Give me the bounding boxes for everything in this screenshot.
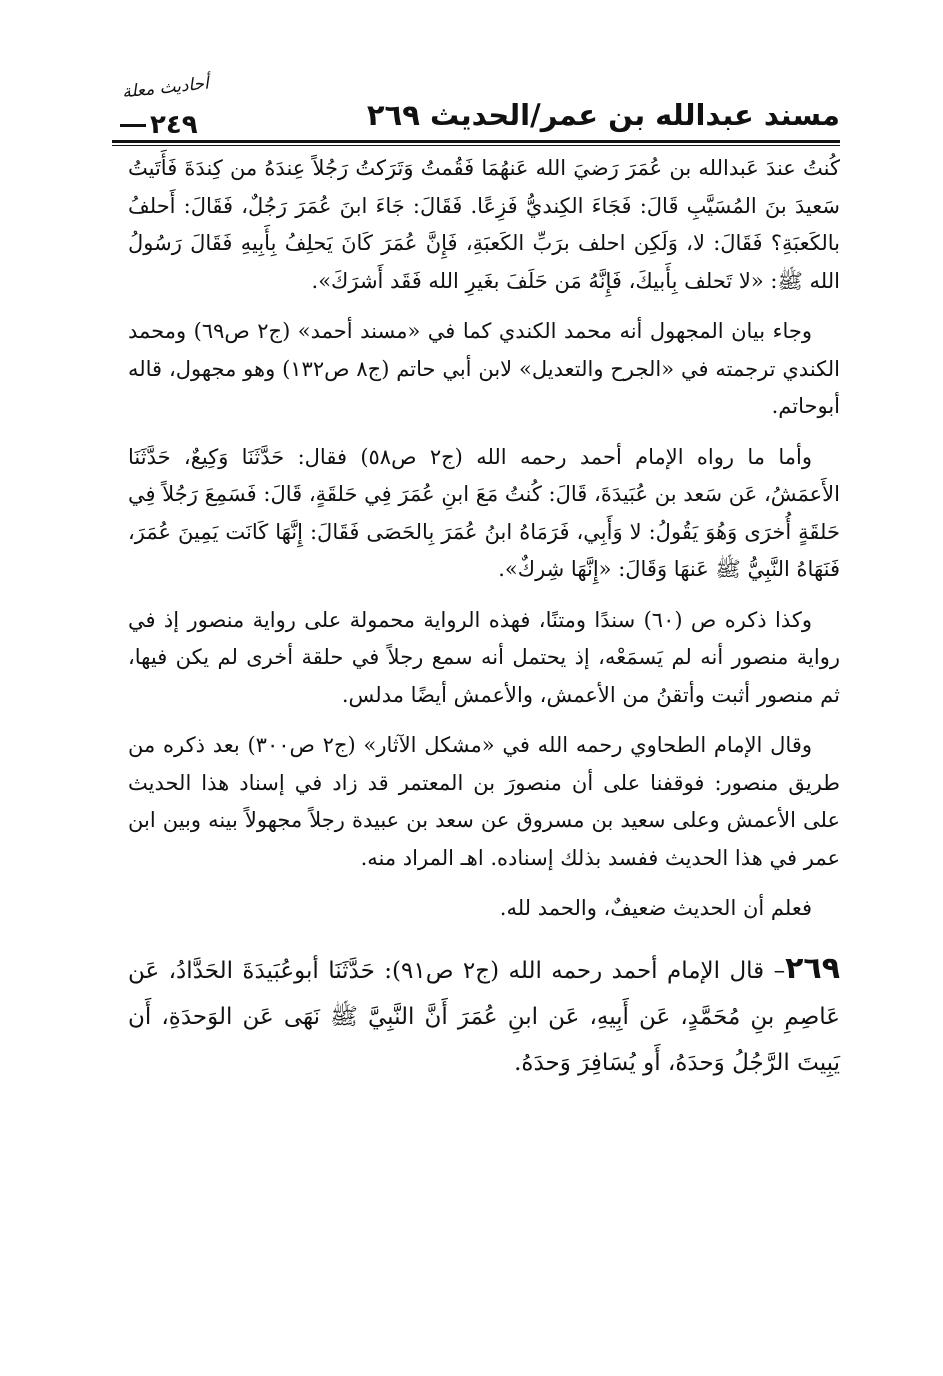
running-title: مسند عبدالله بن عمر/الحديث ٢٦٩ [366,98,840,132]
conclusion-paragraph: فعلم أن الحديث ضعيفٌ، والحمد لله. [499,896,812,920]
commentary-paragraph: وجاء بيان المجهول أنه محمد الكندي كما في «مسند أحمد» (ج٢ ص٦٩) ومحمد الكندي ترجمته في «الجرح والتعديل» لابن أبي حاتم (ج٨ ص١٣٢) وهو مجهول، قاله أبوحاتم. [128,319,840,418]
hadith-continuation-paragraph: كُنتُ عندَ عَبدالله بن عُمَرَ رَضيَ الله عَنهُمَا فَقُمتُ وَتَرَكتُ رَجُلاً عِندَهُ من كِندَةَ فَأَتَيتُ سَعيدَ بنَ المُسَيَّبِ قَالَ: فَجَاءَ الكِنديُّ فَزِعًا. فَقَالَ: جَاءَ ابنَ عُمَرَ رَجُلٌ، فَقَالَ: أَحلفُ بالكَعبَةِ؟ فَقَالَ: لا، وَلَكِن احلف برَبِّ الكَعبَةِ، فَإِنَّ عُمَرَ كَانَ يَحلِفُ بِأَبِيهِ فَقَالَ رَسُولُ الله ﷺ: «لا تَحلف بِأَبيكَ، فَإِنَّهُ مَن حَلَفَ بغَيرِ الله فَقَد أَشرَكَ». [128,156,840,293]
page-number: ٢٤٩ [150,110,198,140]
commentary-paragraph: وكذا ذكره ص (٦٠) سندًا ومتنًا، فهذه الرواية محمولة على رواية منصور إذ في رواية منصور أنه لم يَسمَعْه، إذ يحتمل أنه سمع رجلاً في حلقة أخرى لم يكن فيها، ثم منصور أثبت وأتقنُ من الأعمش، والأعمش أيضًا مدلس. [128,607,840,707]
hadith-text: – قال الإمام أحمد رحمه الله (ج٢ ص٩١): حَدَّثَنَا أبوعُبَيدَةَ الحَدَّادُ، عَن عَاصِمِ بنِ مُحَمَّدٍ، عَن أَبِيهِ، عَن ابنِ عُمَرَ أَنَّ النَّبِيَّ ﷺ نَهَى عَن الوَحدَةِ، أَن يَبِيتَ الرَّجُلُ وَحدَهُ، أَو يُسَافِرَ وَحدَهُ. [128,957,840,1076]
commentary-paragraph: وأما ما رواه الإمام أحمد رحمه الله (ج٢ ص٥٨) فقال: حَدَّثَنَا وَكِيعٌ، حَدَّثَنَا الأَعمَشُ، عَن سَعد بن عُبَيدَةَ، قَالَ: كُنتُ مَعَ ابنِ عُمَرَ فِي حَلقَةٍ، قَالَ: فَسَمِعَ رَجُلاً فِي حَلقَةٍ أُخرَى وَهُوَ يَقُولُ: لا وَأَبِي، فَرَمَاهُ ابنُ عُمَرَ بِالحَصَى فَقَالَ: إِنَّهَا كَانَت يَمِينَ عُمَرَ، فَنَهَاهُ النَّبِيُّ ﷺ عَنهَا وَقَالَ: «إِنَّهَا شِركٌ». [128,444,840,581]
page-number-dash [120,124,146,127]
page-body [128,150,840,1099]
hadith-entry [128,946,840,1086]
handwritten-annotation: أحاديث معلة [121,73,210,103]
hadith-number: ٢٦٩ [785,950,841,986]
page-header [112,73,840,150]
header-rule [112,140,840,146]
commentary-paragraph: وقال الإمام الطحاوي رحمه الله في «مشكل الآثار» (ج٢ ص٣٠٠) بعد ذكره من طريق منصور: فوقفنا على أن منصورَ بن المعتمر قد زاد في إسناد هذا الحديث على الأعمش وعلى سعيد بن مسروق عن سعد بن عبيدة رجلاً مجهولاً بينه وبين ابن عمر في هذا الحديث ففسد بذلك إسناده. اهـ المراد منه. [128,733,840,870]
